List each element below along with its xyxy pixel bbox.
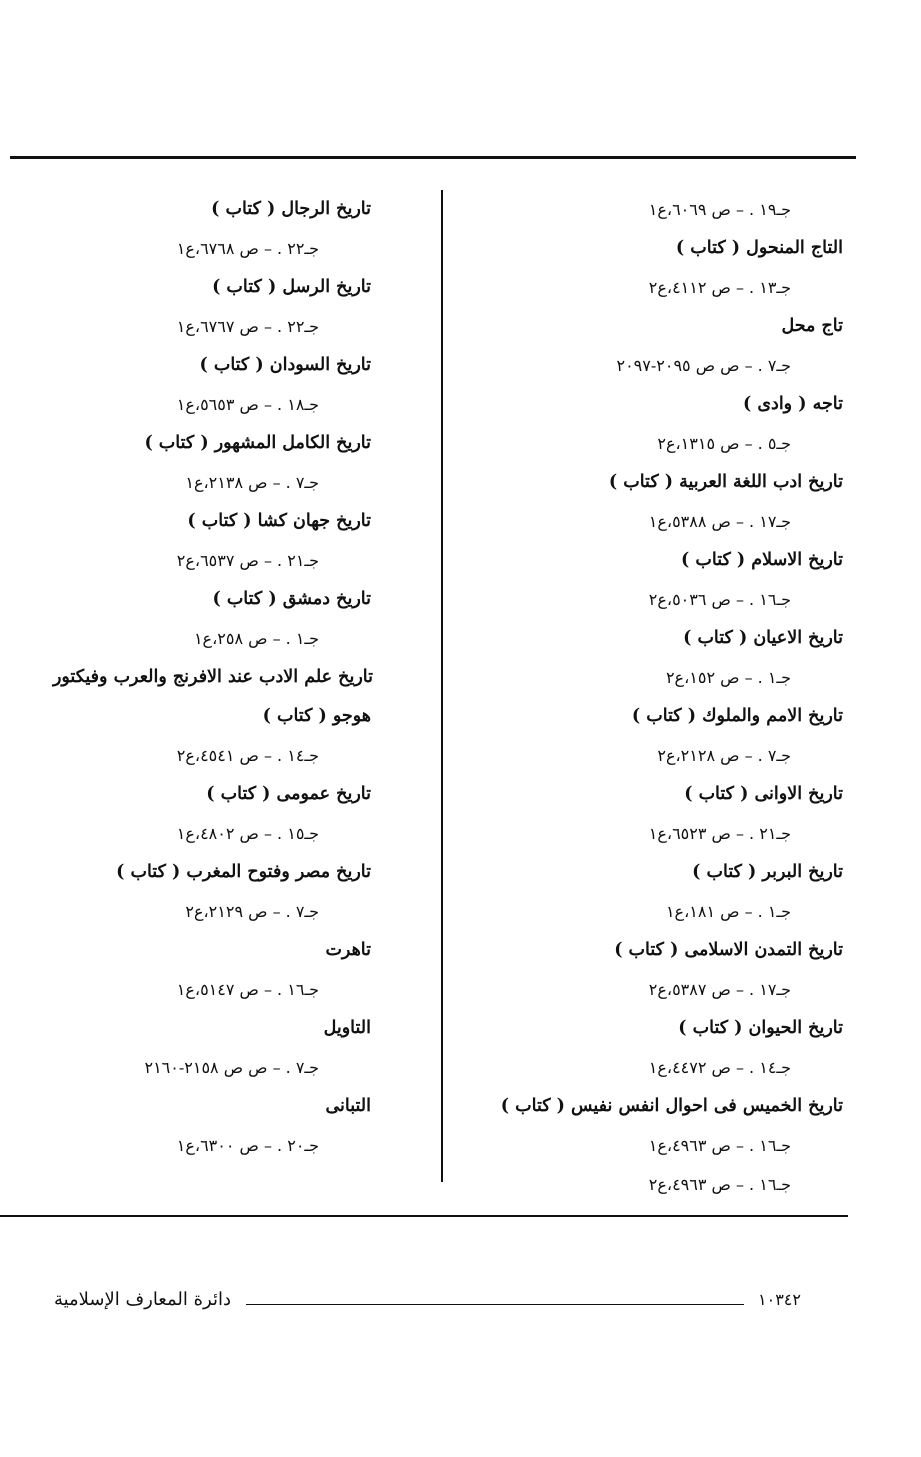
- index-entry: [11, 931, 371, 1009]
- index-entry: [483, 385, 843, 463]
- entry-reference: جـ٧ . – ص ٢١٢٩،ع٢: [185, 902, 319, 921]
- index-entry: [483, 190, 843, 229]
- entry-title: تاريخ الحيوان ( كتاب ): [678, 1018, 843, 1038]
- index-entry: [11, 502, 371, 580]
- entry-title: تاريخ البربر ( كتاب ): [692, 862, 843, 882]
- entry-reference: جـ١٦ . – ص ٥١٤٧،ع١: [176, 980, 319, 999]
- index-entry: [11, 775, 371, 853]
- entry-reference: جـ١٦ . – ص ٤٩٦٣،ع١: [648, 1136, 791, 1155]
- index-entry: [483, 307, 843, 385]
- index-entry: [11, 1087, 371, 1165]
- entry-title: تاريخ الاعيان ( كتاب ): [683, 628, 843, 648]
- entry-reference: جـ٢٢ . – ص ٦٧٦٧،ع١: [176, 317, 319, 336]
- entry-reference: جـ١٤ . – ص ٤٤٧٢،ع١: [648, 1058, 791, 1077]
- entry-reference: جـ١٣ . – ص ٤١١٢،ع٢: [648, 278, 791, 297]
- entry-reference: جـ١٦ . – ص ٥٠٣٦،ع٢: [648, 590, 791, 609]
- entry-reference: جـ٢١ . – ص ٦٥٢٣،ع١: [648, 824, 791, 843]
- entry-reference: جـ١٥ . – ص ٤٨٠٢،ع١: [176, 824, 319, 843]
- entry-reference: جـ١ . – ص ١٨١،ع١: [665, 902, 791, 921]
- entry-title: تاريخ مصر وفتوح المغرب ( كتاب ): [116, 862, 371, 882]
- index-entry: [483, 853, 843, 931]
- entry-title: تاريخ الرسل ( كتاب ): [212, 277, 371, 297]
- index-entry: [11, 346, 371, 424]
- index-entry: [11, 580, 371, 658]
- index-entry: [483, 619, 843, 697]
- entry-title: تاريخ جهان كشا ( كتاب ): [187, 511, 371, 531]
- entry-title: تاريخ الاسلام ( كتاب ): [681, 550, 843, 570]
- index-entry: [483, 229, 843, 307]
- entry-title: تاريخ السودان ( كتاب ): [199, 355, 371, 375]
- entry-reference: جـ٧ . – ص ٢١٢٨،ع٢: [657, 746, 791, 765]
- column-divider: [441, 190, 443, 1182]
- entry-reference: جـ٢٠ . – ص ٦٣٠٠،ع١: [176, 1136, 319, 1155]
- index-entry: [11, 268, 371, 346]
- page-footer: [0, 1286, 921, 1316]
- index-entry: [11, 853, 371, 931]
- index-entry: [483, 541, 843, 619]
- entry-reference: جـ٧ . – ص ٢١٣٨،ع١: [185, 473, 319, 492]
- entry-title: تاريخ عمومى ( كتاب ): [206, 784, 371, 804]
- entry-reference: جـ١٧ . – ص ٥٣٨٧،ع٢: [648, 980, 791, 999]
- left-column: [11, 190, 371, 1165]
- entry-title: تاريخ الخميس فى احوال انفس نفيس ( كتاب ): [500, 1096, 843, 1116]
- index-entry: [11, 190, 371, 268]
- index-entry: [11, 1009, 371, 1087]
- entry-reference: جـ٥ . – ص ١٣١٥،ع٢: [657, 434, 791, 453]
- entry-title: تاريخ الامم والملوك ( كتاب ): [631, 706, 843, 726]
- entry-reference: جـ١٨ . – ص ٥٦٥٣،ع١: [176, 395, 319, 414]
- entry-title: التبانى: [325, 1096, 371, 1116]
- entry-reference: جـ٢٢ . – ص ٦٧٦٨،ع١: [176, 239, 319, 258]
- right-column: [483, 190, 843, 1204]
- entry-reference: جـ١٩ . – ص ٦٠٦٩،ع١: [648, 200, 791, 219]
- index-entry: [483, 463, 843, 541]
- entry-reference: جـ١٤ . – ص ٤٥٤١،ع٢: [176, 746, 319, 765]
- entry-title-continuation: هوجو ( كتاب ): [262, 706, 371, 726]
- index-entry: [483, 931, 843, 1009]
- index-entry: [11, 424, 371, 502]
- top-rule: [10, 156, 856, 159]
- entry-title: تاريخ الكامل المشهور ( كتاب ): [144, 433, 371, 453]
- entry-reference: جـ١٦ . – ص ٤٩٦٣،ع٢: [648, 1175, 791, 1194]
- entry-reference: جـ١ . – ص ٢٥٨،ع١: [193, 629, 319, 648]
- footer-rule: [246, 1304, 744, 1305]
- entry-title: تاهرت: [325, 940, 371, 960]
- entry-title: التاج المنحول ( كتاب ): [675, 238, 843, 258]
- entry-title: تاجه ( وادى ): [742, 394, 843, 414]
- entry-title: تاريخ ادب اللغة العربية ( كتاب ): [608, 472, 843, 492]
- entry-title: تاريخ الرجال ( كتاب ): [211, 199, 371, 219]
- entry-title: تاريخ التمدن الاسلامى ( كتاب ): [614, 940, 843, 960]
- page-number: ١٠٣٤٢: [758, 1290, 801, 1309]
- index-entry: [483, 775, 843, 853]
- entry-reference: جـ٧ . – ص ص ٢٠٩٥-٢٠٩٧: [616, 356, 791, 375]
- index-entry: [11, 658, 371, 775]
- publication-title: دائرة المعارف الإسلامية: [53, 1289, 231, 1310]
- entry-reference: جـ٧ . – ص ص ٢١٥٨-٢١٦٠: [144, 1058, 319, 1077]
- index-entry: [483, 697, 843, 775]
- entry-reference: جـ١ . – ص ١٥٢،ع٢: [665, 668, 791, 687]
- entry-title: تاريخ دمشق ( كتاب ): [212, 589, 371, 609]
- index-entry: [483, 1009, 843, 1087]
- bottom-rule: [0, 1215, 848, 1217]
- entry-title: تاج محل: [781, 316, 843, 336]
- entry-title: تاريخ علم الادب عند الافرنج والعرب وفيكتور: [52, 667, 373, 687]
- index-entry: [483, 1087, 843, 1204]
- entry-reference: جـ٢١ . – ص ٦٥٣٧،ع٢: [176, 551, 319, 570]
- entry-title: تاريخ الاوانى ( كتاب ): [684, 784, 843, 804]
- entry-title: التاويل: [323, 1018, 371, 1038]
- entry-reference: جـ١٧ . – ص ٥٣٨٨،ع١: [648, 512, 791, 531]
